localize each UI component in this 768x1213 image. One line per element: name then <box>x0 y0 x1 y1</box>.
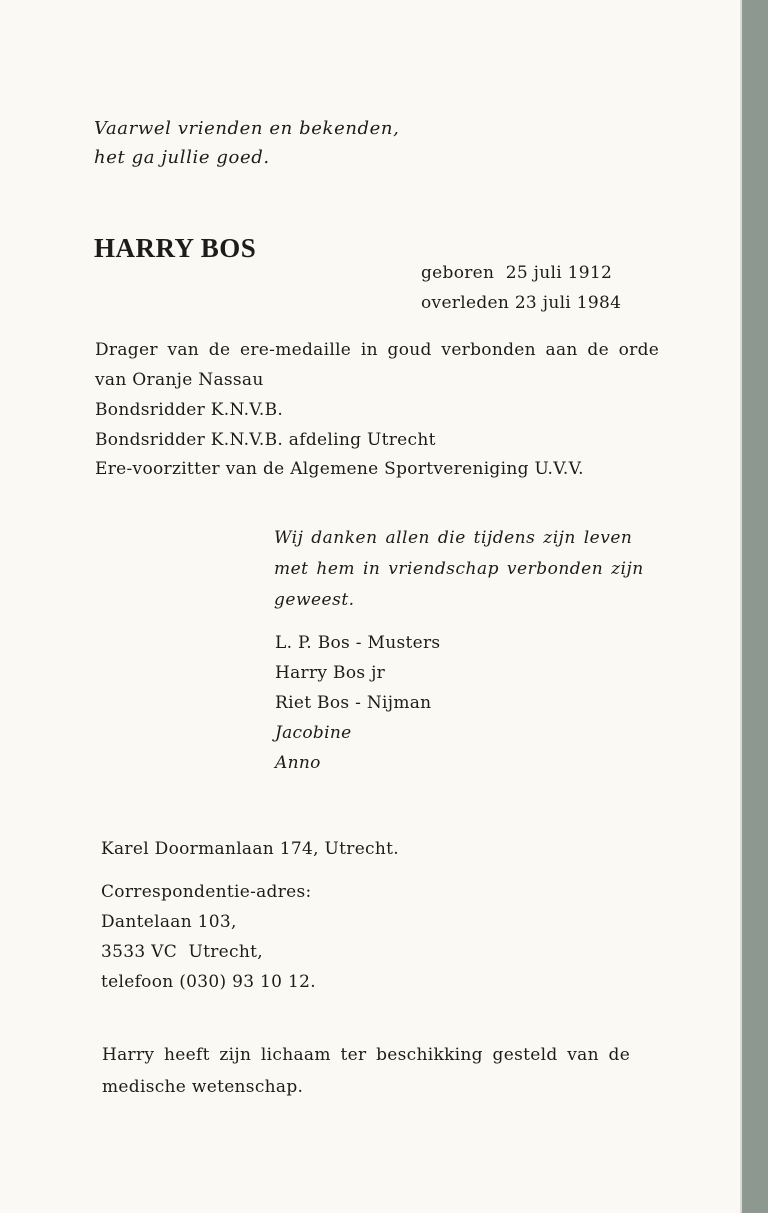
correspondence-heading: Correspondentie-adres: <box>101 882 312 902</box>
death-date: overleden 23 juli 1984 <box>421 293 622 313</box>
honour-line-5: Ere-voorzitter van de Algemene Sportvereniging U.V.V. <box>95 459 584 479</box>
farewell-line-1: Vaarwel vrienden en bekenden, <box>94 118 400 139</box>
birth-date: geboren 25 juli 1912 <box>421 263 613 283</box>
thanks-line-2: met hem in vriendschap verbonden zijn <box>274 559 644 579</box>
honour-line-3: Bondsridder K.N.V.B. <box>95 400 284 420</box>
correspondence-phone: telefoon (030) 93 10 12. <box>101 972 316 992</box>
correspondence-city: 3533 VC Utrecht, <box>101 942 263 962</box>
family-member-5: Anno <box>275 753 321 773</box>
farewell-line-2: het ga jullie goed. <box>94 147 270 168</box>
card-edge-border <box>742 0 768 1213</box>
closing-line-2: medische wetenschap. <box>102 1077 304 1097</box>
family-member-1: L. P. Bos - Musters <box>275 633 441 653</box>
home-address: Karel Doormanlaan 174, Utrecht. <box>101 839 399 859</box>
deceased-name: HARRY BOS <box>94 233 257 263</box>
correspondence-street: Dantelaan 103, <box>101 912 237 932</box>
family-member-3: Riet Bos - Nijman <box>275 693 432 713</box>
honour-line-1: Drager van de ere-medaille in goud verbonden aan de orde <box>95 340 660 360</box>
honour-line-2: van Oranje Nassau <box>95 370 264 390</box>
honour-line-4: Bondsridder K.N.V.B. afdeling Utrecht <box>95 430 436 450</box>
closing-line-1: Harry heeft zijn lichaam ter beschikking gesteld van de <box>102 1045 631 1065</box>
family-member-2: Harry Bos jr <box>275 663 386 683</box>
thanks-line-1: Wij danken allen die tijdens zijn leven <box>274 528 633 548</box>
thanks-line-3: geweest. <box>274 590 355 610</box>
family-member-4: Jacobine <box>275 723 352 743</box>
